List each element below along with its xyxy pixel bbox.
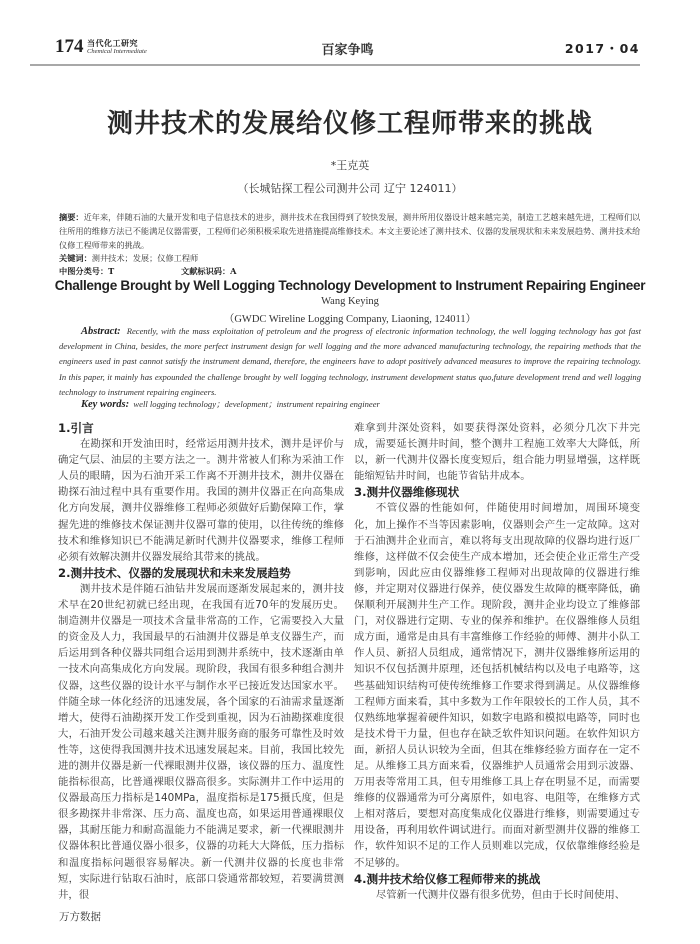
article-title-en: Challenge Brought by Well Logging Technology Development to Instrument Repairing Engineer [54,278,646,293]
section-heading: 2.测井技术、仪器的发展现状和未来发展趋势 [58,565,291,580]
author-en: Wang Keying [321,296,379,307]
keywords-en-label: Key words [81,399,126,410]
abstract-en-text: Recently, with the mass exploitation of petroleum and the progress of electronic information technology, the well logging technology has got fast development in China, besides, the more perfect instrument design for well logging and the more advanced manufacturing technology, the repairing methods that the engineers used in past cannot satisfy the instrument demand, therefore, the engineers have to adopt positively advanced measures to improve the repairing technology. In this paper, it mainly has expounded the challenge brought by well logging technology, instrument development status quo,future development trend and well logging technology to instrument repairing engineers. [59,326,641,397]
classification-value: T [108,266,115,276]
article-title-cn: 测井技术的发展给仪修工程师带来的挑战 [106,109,593,139]
author-cn: *王克英 [330,159,370,172]
section-heading: 3.测井仪器维修现状 [354,485,460,500]
body-paragraph: 在勘探和开发油田时，经常运用测井技术，测井是评价与确定气层、油层的主要方法之一。测井常被人们称为采油工作人员的眼睛，因为石油开采工作离不开测井技术，测井仪器在勘探石油过程中具有重要作用。我国的测井仪器正在向高集成化方向发展，测井仪器维修工程师必须做好后勤保障工作，掌握先进的维修技术保证测井仪器可靠的使用，以往传统的维修技术和维修知识已不能满足新时代测井仪器要求，维修工程师必须有效解决测井仪器发展给其带来的挑战。 [58,438,344,563]
body-paragraph: 尽管新一代测井仪器有很多优势，但由于长时间使用、 [375,888,626,901]
body-column-left [58,420,344,903]
keywords-en: Key words: well logging technology；development；instrument repairing engineer [81,399,380,410]
abstract-cn-label: 摘要： [59,212,84,222]
journal-name-cn: 当代化工研究 [87,39,138,48]
body-paragraph: 不管仪器的性能如何，伴随使用时间增加，周围环境变化，加上操作不当等因素影响，仪器则会产生一定故障。这对于石油测井企业而言，难以将每支出现故障的仪器均进行返厂维修，这样做不仅会使生产成本增加，还会使企业正常生产受到影响，因此应由仪器维修工程师对出现故障的仪器进行维修，并定期对仪器进行保养，使仪器发生故障的概率降低，确保顺利开展测井生产工作。现阶段，测井企业均设立了维修部门，对仪器进行定期、专业的保养和维护。在仪器维修人员组成方面，通常是由具有丰富维修工作经验的师傅、测井小队工作人员、新招人员组成，通常情况下，测井仪器维修所运用的知识不仅包括测井原理，还包括机械结构以及电子电路等，这些基础知识结构可使传统维修工作要求得到满足。从仪器维修工程师方面来看，其中多数为工作年限较长的工作人员，其不仅熟练地掌握着硬件知识，如数字电路和模拟电路等，同时也是技术骨干力量，但也存在缺乏软件知识问题。在软件知识方面，新招人员认识较为全面，但其在维修经验方面存在一定不足。从维修工具方面来看，仪器维护人员通常会用到示波器、万用表等常用工具，但专用维修工具上存在明显不足，而需要维修的仪器通常为可分离原件，如电容、电阻等，在维修方式上相对落后，要想对高度集成化仪器进行维修，则需要通过专用设备，再利用软件调试进行。而面对新型测井仪器的维修工作，软件知识不足的工作人员则难以完成，仅依靠维修经验是不足够的。 [354,502,640,869]
body-column-right [354,420,640,903]
footer-watermark: 万方数据 [59,911,101,923]
section-heading: 1.引言 [58,421,94,435]
doc-code [181,266,237,277]
issue-number: 2017・04 [564,41,640,56]
keywords-cn-label: 关键词： [59,253,92,263]
section-heading: 4.测井技术给仪修工程师带来的挑战 [354,871,541,886]
abstract-en-label: Abstract [81,326,118,337]
section-name: 百家争鸣 [321,43,374,58]
affiliation-cn: （长城钻探工程公司测井公司 辽宁 124011） [237,182,463,195]
abstract-cn-text: 近年来，伴随石油的大量开发和电子信息技术的进步，测井技术在我国得到了较快发展，测井所用仪器设计越来越完美，制造工艺越来越先进，工程师们以往所用的维修方法已不能满足仪器需要，工程师们必须积极采取先进措施提高维修技术。本文主要论述了测井技术、仪器的发展现状和未来发展趋势、测井技术给仪修工程师带来的挑战。 [59,212,641,251]
header-divider [30,64,640,66]
abstract-en: Abstract: Recently, with the mass exploitation of petroleum and the progress of electronic information technology, the well logging technology has got fast development in China, besides, the more perfect instrument design for well logging and the more advanced manufacturing technology, the repairing methods that the engineers used in past cannot satisfy the instrument demand, therefore, the engineers have to adopt positively advanced measures to improve the repairing technology. In this paper, it mainly has expounded the challenge brought by well logging technology, instrument development status quo,future development trend and well logging technology to instrument repairing engineers. [59,326,641,397]
abstract-cn [59,210,643,253]
page-header [55,38,640,60]
doc-code-value: A [230,266,237,276]
classification-line [59,266,237,277]
body-paragraph: 难拿到井深处资料，如要获得深处资料，必须分几次下井完成，需要延长测井时间，整个测井工程施工效率大大降低，所以，新一代测井仪器长度变短后，组合能力明显增强，这样既能缩短钻井时间，也能节省钻井成本。 [354,422,640,483]
keywords-cn [59,253,198,264]
keywords-cn-text: 测井技术；发展；仪修工程师 [91,253,199,263]
journal-name-en: Chemical Intermediate [87,48,147,55]
doc-code-label: 文献标识码： [181,266,231,276]
page-number: 174 [55,36,84,57]
affiliation-en: （GWDC Wireline Logging Company, Liaoning, 124011） [223,314,477,325]
body-paragraph: 测井技术是伴随石油钻井发展而逐渐发展起来的，测井技术早在20世纪初就已经出现，在我国有近70年的发展历史。制造测井仪器是一项技术含量非常高的工作，它需要投入大量的资金及人力，我国最早的石油测井仪器是单支仪器生产，而后运用到各种仪器共同组合运用到测井系统中，技术逐渐由单一技术向高集成化方向发展。现阶段，我国有很多种组合测井仪器，这些仪器的设计水平与制作水平已接近发达国家水平。伴随全球一体化经济的迅速发展，各个国家的石油需求量逐渐增大，使得石油勘探开发工作受到重视，因为石油勘探难度很大，石油开发公司越来越关注测井服务商的服务可靠性及时效性等，这使得我国测井技术迅速发展起来。目前，我国比较先进的测井仪器是新一代裸眼测井仪器，该仪器的压力、温度性能指标很高，比普通裸眼仪器高很多。实际测井工作中运用的仪器最高压力指标是140MPa，温度指标是175摄氏度，但是很多勘探井非常深、压力高、温度也高，如果运用普通裸眼仪器，其耐压能力和耐高温能力不能满足要求，新一代裸眼测井仪器体积比普通仪器小很多，仪器的功耗大大降低，压力指标和温度指标问题很容易解决。新一代测井仪器的长度也非常短，实际进行钻取石油时，底部口袋通常都较短，若要满贯测井，很 [58,582,344,901]
classification-label: 中图分类号： [59,266,109,276]
keywords-en-text: well logging technology；development；instrument repairing engineer [133,399,380,409]
